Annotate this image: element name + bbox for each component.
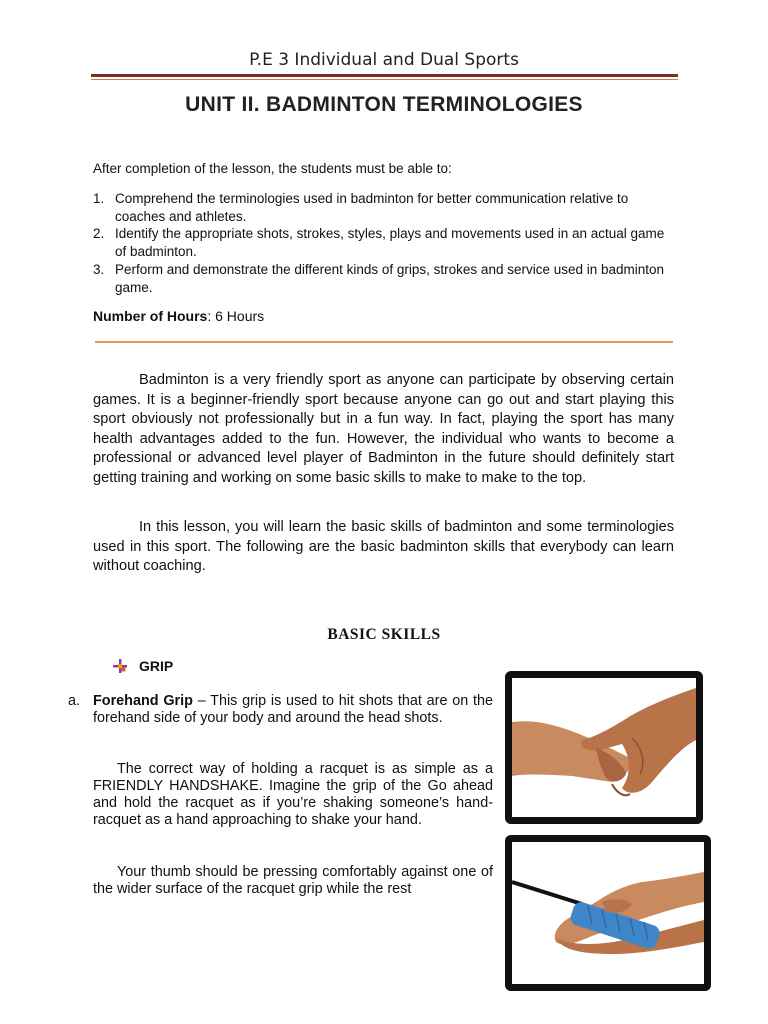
intro-text: After completion of the lesson, the students must be able to: [93,161,452,176]
objective-number: 3. [93,262,105,277]
objective-item [93,261,673,296]
forehand-paragraph: Your thumb should be pressing comfortably against one of the wider surface of the racquet grip while the rest [93,864,493,897]
four-point-star-icon [113,659,127,673]
handshake-image [512,678,696,817]
forehand-definition-text: – This grip is used to hit shots that are on the forehand side of your body and around the head shots. [93,693,493,726]
racquet-grip-photo [505,835,711,991]
objective-number: 2. [93,226,105,241]
header-rule-dark [91,74,678,77]
paragraph-text: Badminton is a very friendly sport as anyone can participate by observing certain games. It is a beginner-friendly sport because anyone can go out and start playing this sport obviously not professionally but in a fun way. In fact, playing the sport has many health advantages added to the fun. However, the individual who wants to become a professional or advanced level player of Badminton in the future should definitely start getting training and working on some basic skills to make to make to the top. [93,372,674,486]
racquet-grip-image [512,842,704,984]
objective-text: Perform and demonstrate the different kinds of grips, strokes and service used in badminton game. [115,262,665,295]
header-rule-light [91,79,678,80]
section-divider [95,341,673,343]
hours-line [93,308,264,324]
forehand-paragraph: The correct way of holding a racquet is as simple as a FRIENDLY HANDSHAKE. Imagine the grip of the Go ahead and hold the racquet as if you’re shaking someone’s hand-racquet as a hand approaching to shake your hand. [93,761,493,828]
subsection-title: GRIP [139,658,174,674]
page-header-title: P.E 3 Individual and Dual Sports [249,50,519,70]
paragraph-text: In this lesson, you will learn the basic skills of badminton and some terminologies used in this sport. The following are the basic badminton skills that everybody can learn without coaching. [93,519,674,574]
forehand-definition [93,693,493,727]
handshake-photo [505,671,703,824]
hours-value: : 6 Hours [207,308,265,324]
objective-number: 1. [93,191,105,206]
section-title: BASIC SKILLS [327,626,441,643]
body-paragraph [93,518,674,577]
unit-title: UNIT II. BADMINTON TERMINOLOGIES [185,93,583,116]
objective-text: Identify the appropriate shots, strokes, styles, plays and movements used in an actual game of badminton. [115,226,665,259]
objective-text: Comprehend the terminologies used in badminton for better communication relative to coaches and athletes. [115,191,629,224]
objective-item [93,225,673,260]
list-marker: a. [68,693,81,709]
hours-label: Number of Hours [93,308,208,324]
forehand-term: Forehand Grip [93,693,193,709]
body-paragraph [93,371,674,488]
objective-item [93,190,673,225]
